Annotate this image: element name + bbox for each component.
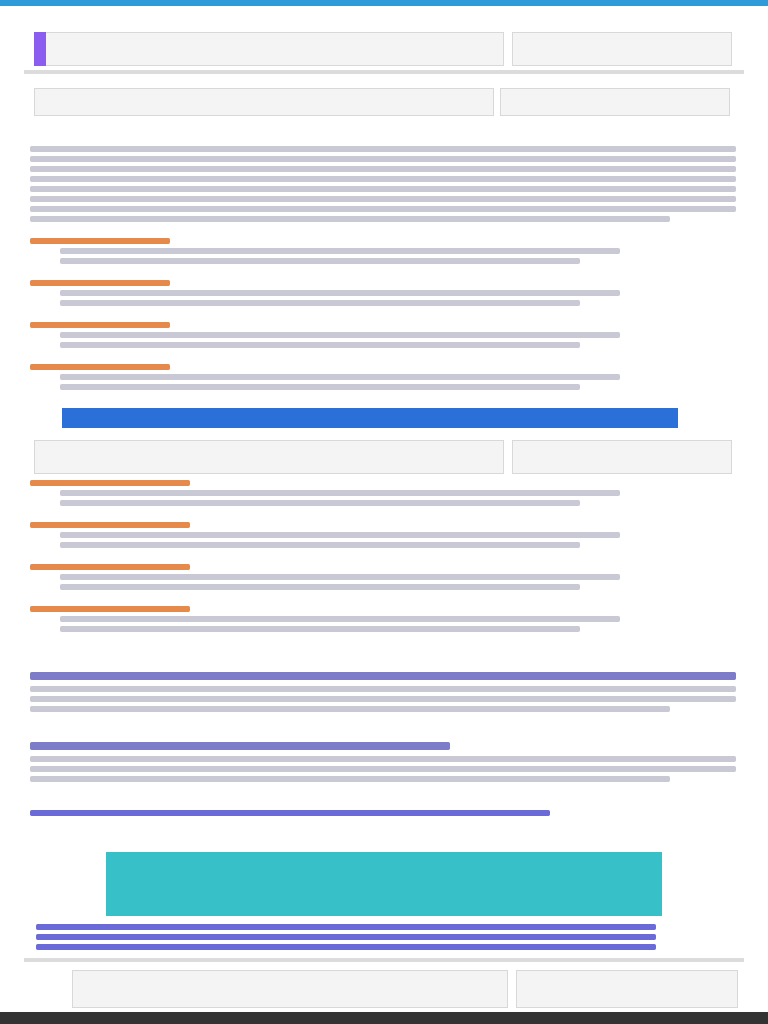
footer-thumbnail-left[interactable] — [72, 970, 508, 1008]
content-image-table — [34, 88, 494, 116]
content-image-table-right — [500, 88, 730, 116]
related-links-list — [30, 924, 738, 954]
article-body — [30, 146, 738, 416]
page-footer — [0, 1012, 768, 1024]
header-divider — [24, 70, 744, 74]
inline-thumbnail-left[interactable] — [34, 440, 504, 474]
header-thumbnail-left-accent — [34, 32, 46, 66]
header-thumbnail-right[interactable] — [512, 32, 732, 66]
related-divider — [24, 958, 744, 962]
inline-thumbnail-right[interactable] — [512, 440, 732, 474]
header-thumbnail-left[interactable] — [34, 32, 504, 66]
ad-banner-bottom[interactable] — [106, 852, 662, 916]
ad-banner-top[interactable] — [62, 408, 678, 428]
footer-thumbnail-right[interactable] — [516, 970, 738, 1008]
article-body-continued — [30, 480, 738, 840]
top-accent-bar — [0, 0, 768, 6]
